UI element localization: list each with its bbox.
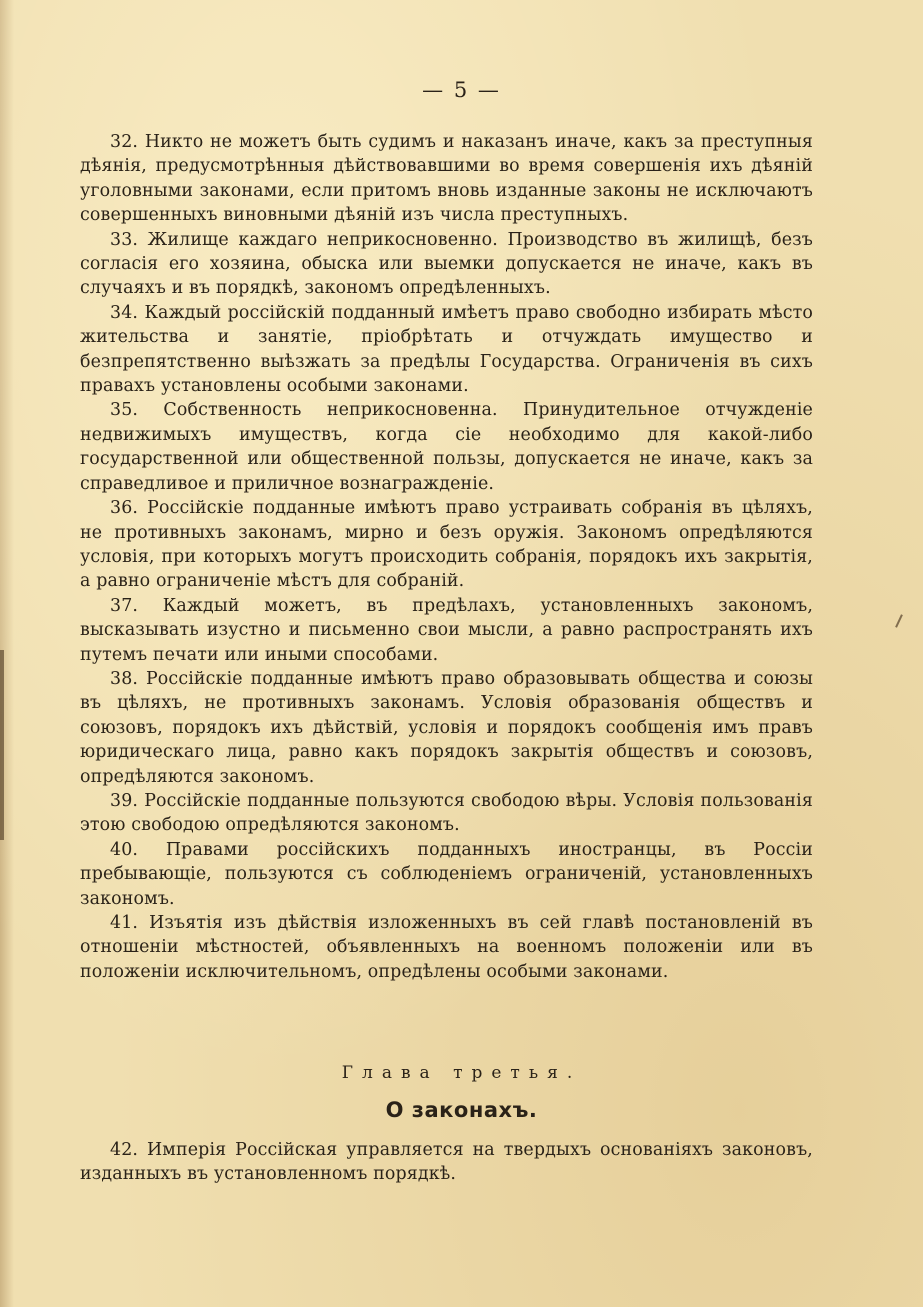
article-42: 42. Имперія Россійская управляется на твердыхъ основаніяхъ законовъ, изданныхъ въ установленномъ порядкѣ. <box>80 1140 813 1185</box>
page-number: — 5 — <box>422 78 501 102</box>
ink-speck <box>895 614 903 628</box>
chapter-heading: Глава третья. <box>341 1063 582 1083</box>
article-34: 34. Каждый россійскій подданный имѣетъ право свободно избирать мѣсто жительства и занятіе, пріобрѣтать и отчуждать имущество и безпрепятственно выѣзжать за предѣлы Государства. Ограниченія въ сихъ правахъ установлены особыми законами. <box>80 302 813 397</box>
chapter-articles-block <box>80 1138 813 1187</box>
article-32: 32. Никто не можетъ быть судимъ и наказанъ иначе, какъ за преступныя дѣянія, предусмотрѣнныя дѣйствовавшими во время совершенія ихъ дѣяній уголовными законами, если притомъ вновь изданные законы не исключаютъ совершенныхъ виновными дѣяній изъ числа преступныхъ. <box>80 132 813 226</box>
article-40: 40. Правами россійскихъ подданныхъ иностранцы, въ Россіи пребывающіе, пользуются съ соблюденіемъ ограниченій, установленныхъ закономъ. <box>80 839 813 909</box>
binding-edge-mark <box>0 650 4 840</box>
article-39: 39. Россійскіе подданные пользуются свободою вѣры. Условія пользованія этою свободою опредѣляются закономъ. <box>80 790 813 836</box>
articles-block <box>80 130 813 984</box>
article-33: 33. Жилище каждаго неприкосновенно. Производство въ жилищѣ, безъ согласія его хозяина, обыска или выемки допускается не иначе, какъ въ случаяхъ и въ порядкѣ, закономъ опредѣленныхъ. <box>80 229 813 299</box>
article-35: 35. Собственность неприкосновенна. Принудительное отчужденіе недвижимыхъ имуществъ, когда сіе необходимо для какой-либо государственной или общественной пользы, допускается не иначе, какъ за справедливое и приличное вознагражденіе. <box>80 400 813 494</box>
article-36: 36. Россійскіе подданные имѣютъ право устраивать собранія въ цѣляхъ, не противныхъ законамъ, мирно и безъ оружія. Закономъ опредѣляются условія, при которыхъ могутъ происходить собранія, порядокъ ихъ закрытія, а равно ограниченіе мѣстъ для собраній. <box>80 498 813 592</box>
chapter-title: О законахъ. <box>385 1098 538 1122</box>
article-41: 41. Изъятія изъ дѣйствія изложенныхъ въ сей главѣ постановленій въ отношеніи мѣстностей, объявленныхъ на военномъ положеніи или въ положеніи исключительномъ, опредѣлены особыми законами. <box>80 913 813 982</box>
article-37: 37. Каждый можетъ, въ предѣлахъ, установленныхъ закономъ, высказывать изустно и письменно свои мысли, а равно распространять ихъ путемъ печати или иными способами. <box>80 595 813 665</box>
article-38: 38. Россійскіе подданные имѣютъ право образовывать общества и союзы въ цѣляхъ, не противныхъ законамъ. Условія образованія обществъ и союзовъ, порядокъ ихъ дѣйствій, условія и порядокъ сообщенія имъ правъ юридическаго лица, равно какъ порядокъ закрытія обществъ и союзовъ, опредѣляются закономъ. <box>80 668 813 787</box>
